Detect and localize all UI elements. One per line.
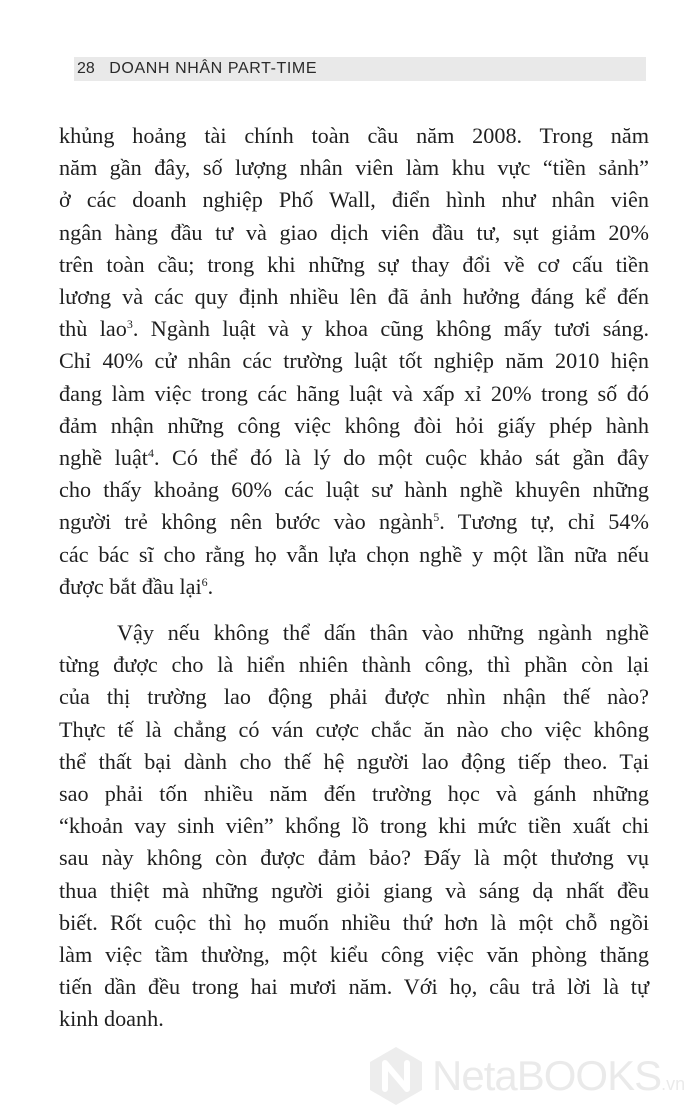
running-title: DOANH NHÂN PART-TIME — [109, 60, 318, 77]
netabooks-logo-icon — [366, 1045, 426, 1107]
watermark-suffix: .vn — [661, 1074, 686, 1094]
text-line — [59, 313, 649, 345]
text-line: từng được cho là hiển nhiên thành công, thì phần còn lại — [59, 652, 649, 678]
text-fragment: . Tương tự, chỉ 54% — [439, 509, 649, 535]
text-line: đang làm việc trong các hãng luật và xấp xỉ 20% trong số đó — [59, 380, 649, 406]
text-line: của thị trường lao động phải được nhìn nhận thế nào? — [59, 684, 649, 710]
text-line: ở các doanh nghiệp Phố Wall, điển hình như nhân viên — [59, 187, 649, 213]
text-line — [59, 506, 649, 538]
body-text — [59, 120, 649, 1036]
watermark-text — [432, 1050, 685, 1110]
text-line: sau này không còn được đảm bảo? Đấy là một thương vụ — [59, 845, 649, 871]
text-line: thua thiệt mà những người giỏi giang và sáng dạ nhất đều — [59, 877, 649, 903]
footnote-ref-3: 3 — [126, 317, 133, 332]
running-header — [77, 58, 317, 80]
text-line — [59, 571, 649, 603]
text-line: Chỉ 40% cử nhân các trường luật tốt nghiệp năm 2010 hiện — [59, 348, 649, 374]
text-line: Thực tế là chẳng có ván cược chắc ăn nào cho việc không — [59, 716, 649, 742]
watermark-brand: NetaBOOKS — [432, 1052, 662, 1099]
text-line: khủng hoảng tài chính toàn cầu năm 2008. Trong năm — [59, 123, 649, 148]
text-line: cho thấy khoảng 60% các luật sư hành nghề khuyên những — [59, 477, 649, 503]
text-line: tiến dần đều trong hai mươi năm. Với họ, câu trả lời là tự — [59, 974, 649, 1000]
footnote-ref-4: 4 — [147, 446, 154, 461]
text-line: đảm nhận những công việc không đòi hỏi giấy phép hành — [59, 412, 649, 438]
paragraph-1 — [59, 120, 649, 603]
page-number: 28 — [77, 60, 95, 77]
text-line: ngân hàng đầu tư và giao dịch viên đầu tư, sụt giảm 20% — [59, 219, 649, 245]
text-line: biết. Rốt cuộc thì họ muốn nhiều thứ hơn là một chỗ ngồi — [59, 909, 649, 935]
footnote-ref-5: 5 — [433, 510, 440, 525]
text-fragment: . — [207, 573, 214, 599]
text-fragment: thù lao — [59, 316, 127, 342]
footnote-ref-6: 6 — [201, 574, 208, 589]
text-line: các bác sĩ cho rằng họ vẫn lựa chọn nghề y một lần nữa nếu — [59, 541, 649, 567]
text-fragment: nghề luật — [59, 445, 148, 471]
text-line: trên toàn cầu; trong khi những sự thay đổi về cơ cấu tiền — [59, 251, 649, 277]
text-fragment: . Có thể đó là lý do một cuộc khảo sát gần đây — [153, 445, 649, 471]
text-line: sao phải tốn nhiều năm đến trường học và gánh những — [59, 781, 649, 807]
text-fragment: được bắt đầu lại — [59, 573, 202, 599]
text-line — [59, 442, 649, 474]
text-line: lương và các quy định nhiều lên đã ảnh hưởng đáng kể đến — [59, 284, 649, 310]
text-line: kinh doanh. — [59, 1006, 164, 1032]
text-line: “khoản vay sinh viên” khổng lồ trong khi mức tiền xuất chi — [59, 813, 649, 839]
paragraph-2 — [59, 617, 649, 1036]
text-line: thể thất bại dành cho thế hệ người lao động tiếp theo. Tại — [59, 748, 649, 774]
text-line: làm việc tầm thường, một kiểu công việc văn phòng thăng — [59, 942, 649, 968]
text-line: Vậy nếu không thể dấn thân vào những ngành nghề — [117, 620, 649, 646]
text-fragment: người trẻ không nên bước vào ngành — [59, 509, 434, 535]
text-line: năm gần đây, số lượng nhân viên làm khu vực “tiền sảnh” — [59, 155, 649, 181]
paragraph-spacer — [59, 603, 649, 617]
watermark — [366, 1045, 696, 1107]
text-fragment: . Ngành luật và y khoa cũng không mấy tươi sáng. — [132, 316, 649, 342]
